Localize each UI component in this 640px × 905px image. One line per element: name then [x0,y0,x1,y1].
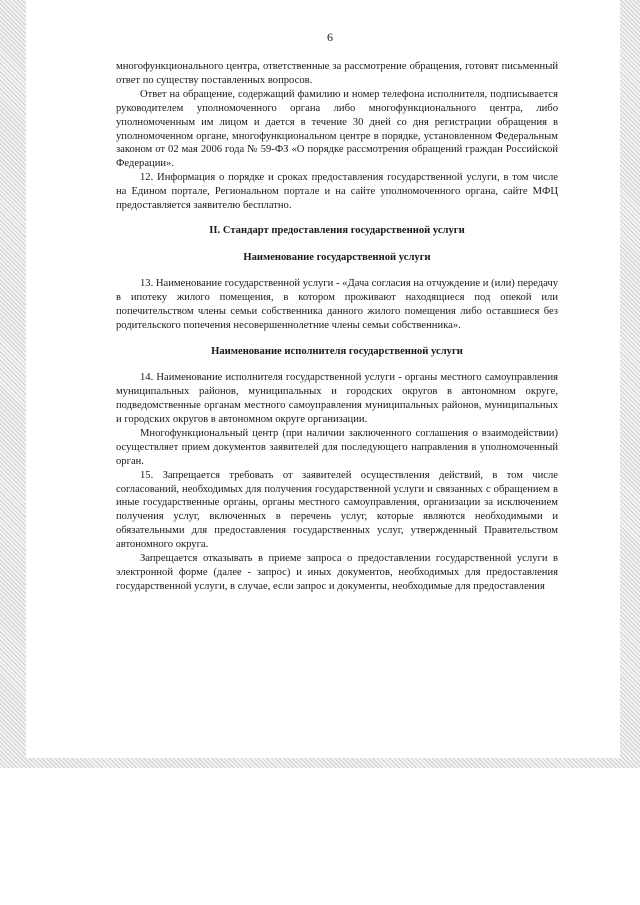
paragraph-14: 14. Наименование исполнителя государственной услуги - органы местного самоуправления муниципальных районов, муниципальных и городских округов в автономном округе, подведомственные органам местного самоуправления муниципальных районов, муниципальных и городских округов в автономном округе организации. [116,372,558,426]
scan-border-bottom [0,758,640,768]
subtitle-service-executor: Наименование исполнителя государственной услуги [211,346,463,358]
section-title: II. Стандарт предоставления государственной услуги [209,224,465,236]
paragraph-continuation: многофункционального центра, ответственные за рассмотрение обращения, готовят письменный ответ по существу поставленных вопросов. [116,61,558,86]
scan-border-right [620,0,640,768]
paragraph-reply: Ответ на обращение, содержащий фамилию и номер телефона исполнителя, подписывается руководителем уполномоченного органа либо многофункционального центра, либо уполномоченным им лицом и дается в течение 30 дней со дня регистрации обращения в уполномоченном органе, многофункциональном центре в порядке, установленном Федеральным законом от 02 мая 2006 года № 59-ФЗ «О порядке рассмотрения обращений граждан Российской Федерации». [116,88,558,170]
paragraph-15: 15. Запрещается требовать от заявителей осуществления действий, в том числе согласований, необходимых для получения государственной услуги и связанных с обращением в иные государственные органы, органы местного самоуправления, организации за исключением получения услуг, включенных в перечень услуг, которые являются необходимыми и обязательными для предоставления государственных услуг, утвержденный Правительством автономного округа. [116,469,558,551]
paragraph-forbid: Запрещается отказывать в приеме запроса о предоставлении государственной услуги в электронной форме (далее - запрос) и иных документов, необходимых для предоставления государственной услуги, в случае, если запрос и документы, необходимые для предоставления [116,553,558,592]
paragraph-mfc: Многофункциональный центр (при наличии заключенного соглашения о взаимодействии) осуществляет прием документов заявителей для последующего направления в уполномоченный орган. [116,427,558,467]
scan-border-left [0,0,26,768]
paragraph-13: 13. Наименование государственной услуги - «Дача согласия на отчуждение и (или) передачу в ипотеку жилого помещения, в котором проживают находящиеся под опекой или попечительством члены семьи собственника данного жилого помещения либо оставшиеся без родительского попечения несовершеннолетние члены семьи собственника». [116,277,558,331]
subtitle-service-name: Наименование государственной услуги [243,251,431,263]
page-number: 6 [327,30,333,44]
paragraph-12: 12. Информация о порядке и сроках предоставления государственной услуги, в том числе на Едином портале, Региональном портале и на сайте уполномоченного органа, сайте МФЦ предоставляется заявителю бесплатно. [116,172,558,212]
document-body [116,60,558,594]
